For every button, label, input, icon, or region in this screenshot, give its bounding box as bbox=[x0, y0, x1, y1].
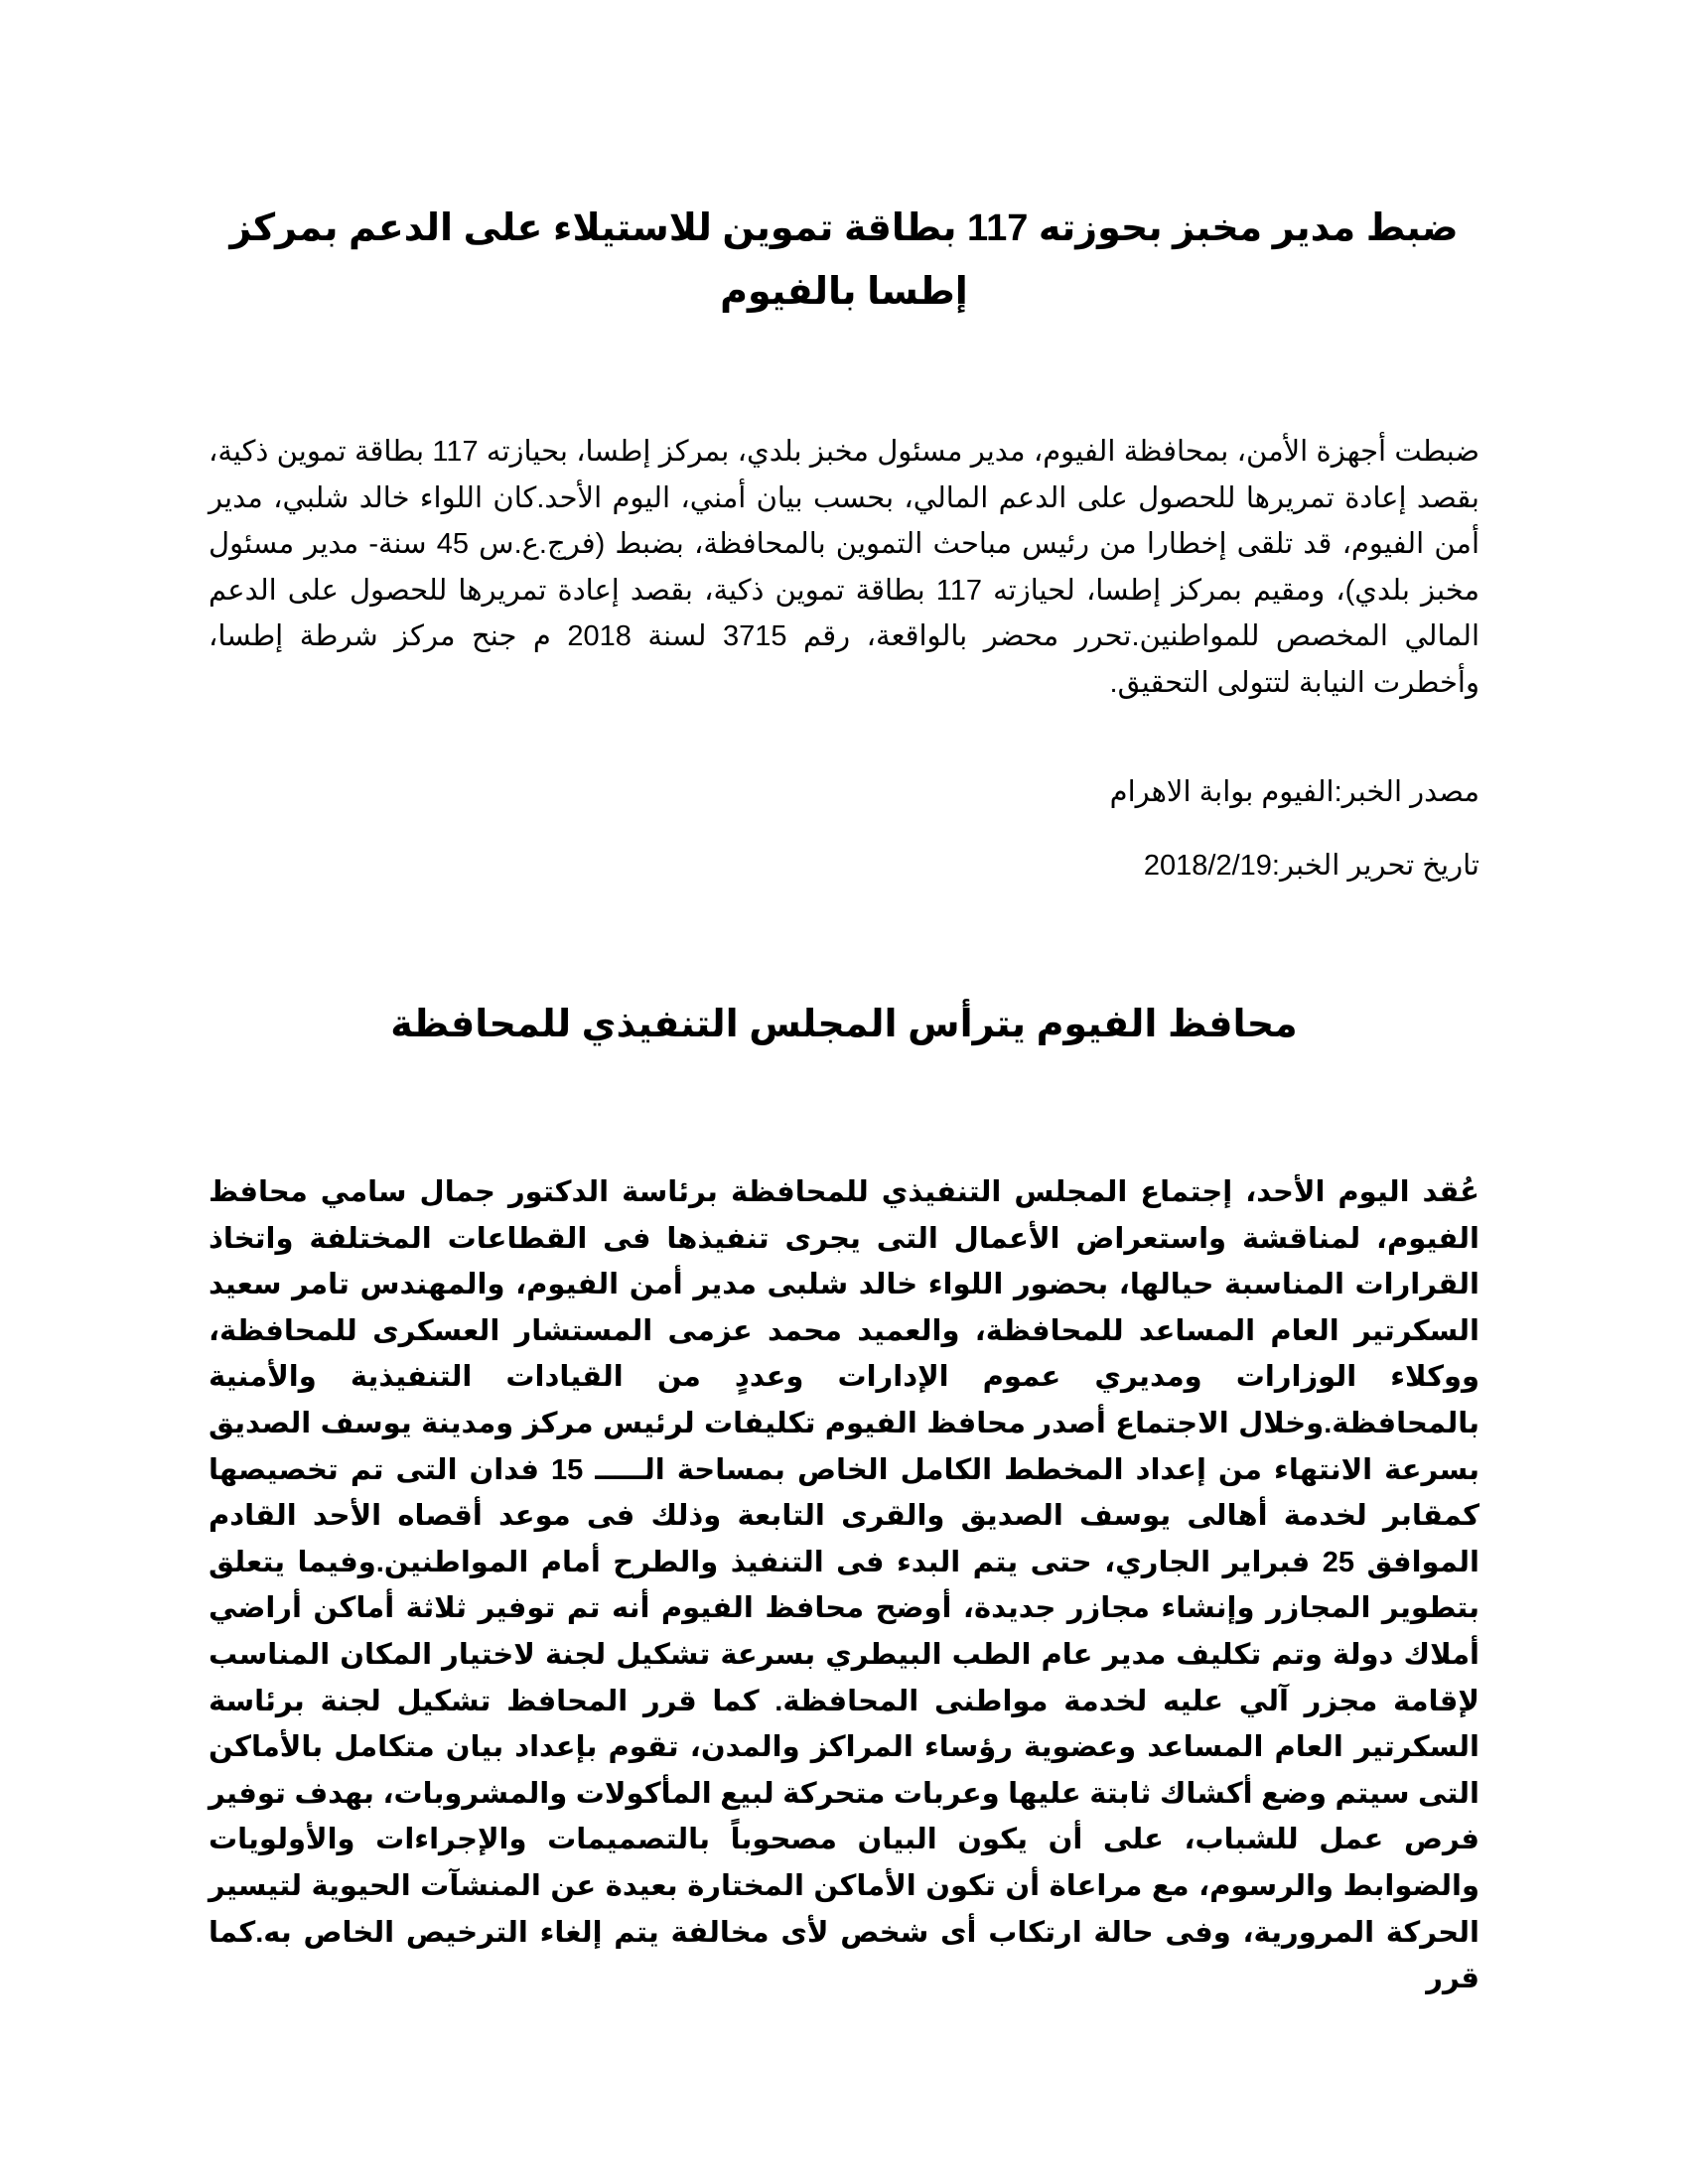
article-1-date: تاريخ تحرير الخبر:2018/2/19 bbox=[1143, 850, 1479, 882]
article-1-body: ضبطت أجهزة الأمن، بمحافظة الفيوم، مدير مسئول مخبز بلدي، بمركز إطسا، بحيازته 117 بطاقة تموين ذكية، بقصد إعادة تمريرها للحصول على الدعم المالي، بحسب بيان أمني، اليوم الأحد.كان اللواء خالد شلبي، مدير أمن الفيوم، قد تلقى إخطارا من رئيس مباحث التموين بالمحافظة، بضبط (فرج.ع.س 45 سنة- مدير مسئول مخبز بلدي)، ومقيم بمركز إطسا، لحيازته 117 بطاقة تموين ذكية، بقصد إعادة تمريرها للحصول على الدعم المالي المخصص للمواطنين.تحرر محضر بالواقعة، رقم 3715 لسنة 2018 م جنح مركز شرطة إطسا، وأخطرت النيابة لتتولى التحقيق. bbox=[209, 436, 1480, 699]
article-1-source: مصدر الخبر:الفيوم بوابة الاهرام bbox=[1109, 776, 1479, 808]
article-2-title: محافظ الفيوم يترأس المجلس التنفيذي للمحافظة bbox=[390, 1004, 1298, 1045]
article-1-title: ضبط مدير مخبز بحوزته 117 بطاقة تموين للاستيلاء على الدعم بمركز إطسا بالفيوم bbox=[229, 207, 1459, 313]
article-2-body: عُقد اليوم الأحد، إجتماع المجلس التنفيذي للمحافظة برئاسة الدكتور جمال سامي محافظ الفيوم، لمناقشة واستعراض الأعمال التى يجرى تنفيذها فى القطاعات المختلفة واتخاذ القرارات المناسبة حيالها، بحضور اللواء خالد شلبى مدير أمن الفيوم، والمهندس تامر سعيد السكرتير العام المساعد للمحافظة، والعميد محمد عزمى المستشار العسكرى للمحافظة، ووكلاء الوزارات ومديري عموم الإدارات وعددٍ من القيادات التنفيذية والأمنية بالمحافظة.وخلال الاجتماع أصدر محافظ الفيوم تكليفات لرئيس مركز ومدينة يوسف الصديق بسرعة الانتهاء من إعداد المخطط الكامل الخاص بمساحة الـــــ 15 فدان التى تم تخصيصها كمقابر لخدمة أهالى يوسف الصديق والقرى التابعة وذلك فى موعد أقصاه الأحد القادم الموافق 25 فبراير الجاري، حتى يتم البدء فى التنفيذ والطرح أمام المواطنين.وفيما يتعلق بتطوير المجازر وإنشاء مجازر جديدة، أوضح محافظ الفيوم أنه تم توفير ثلاثة أماكن أراضي أملاك دولة وتم تكليف مدير عام الطب البيطري بسرعة تشكيل لجنة لاختيار المكان المناسب لإقامة مجزر آلي عليه لخدمة مواطنى المحافظة. كما قرر المحافظ تشكيل لجنة برئاسة السكرتير العام المساعد وعضوية رؤساء المراكز والمدن، تقوم بإعداد بيان متكامل بالأماكن التى سيتم وضع أكشاك ثابتة عليها وعربات متحركة لبيع المأكولات والمشروبات، بهدف توفير فرص عمل للشباب، على أن يكون البيان مصحوباً بالتصميمات والإجراءات والأولويات والضوابط والرسوم، مع مراعاة أن تكون الأماكن المختارة بعيدة عن المنشآت الحيوية لتيسير الحركة المرورية، وفى حالة ارتكاب أى شخص لأى مخالفة يتم إلغاء الترخيص الخاص به.كما قرر bbox=[209, 1176, 1480, 1995]
